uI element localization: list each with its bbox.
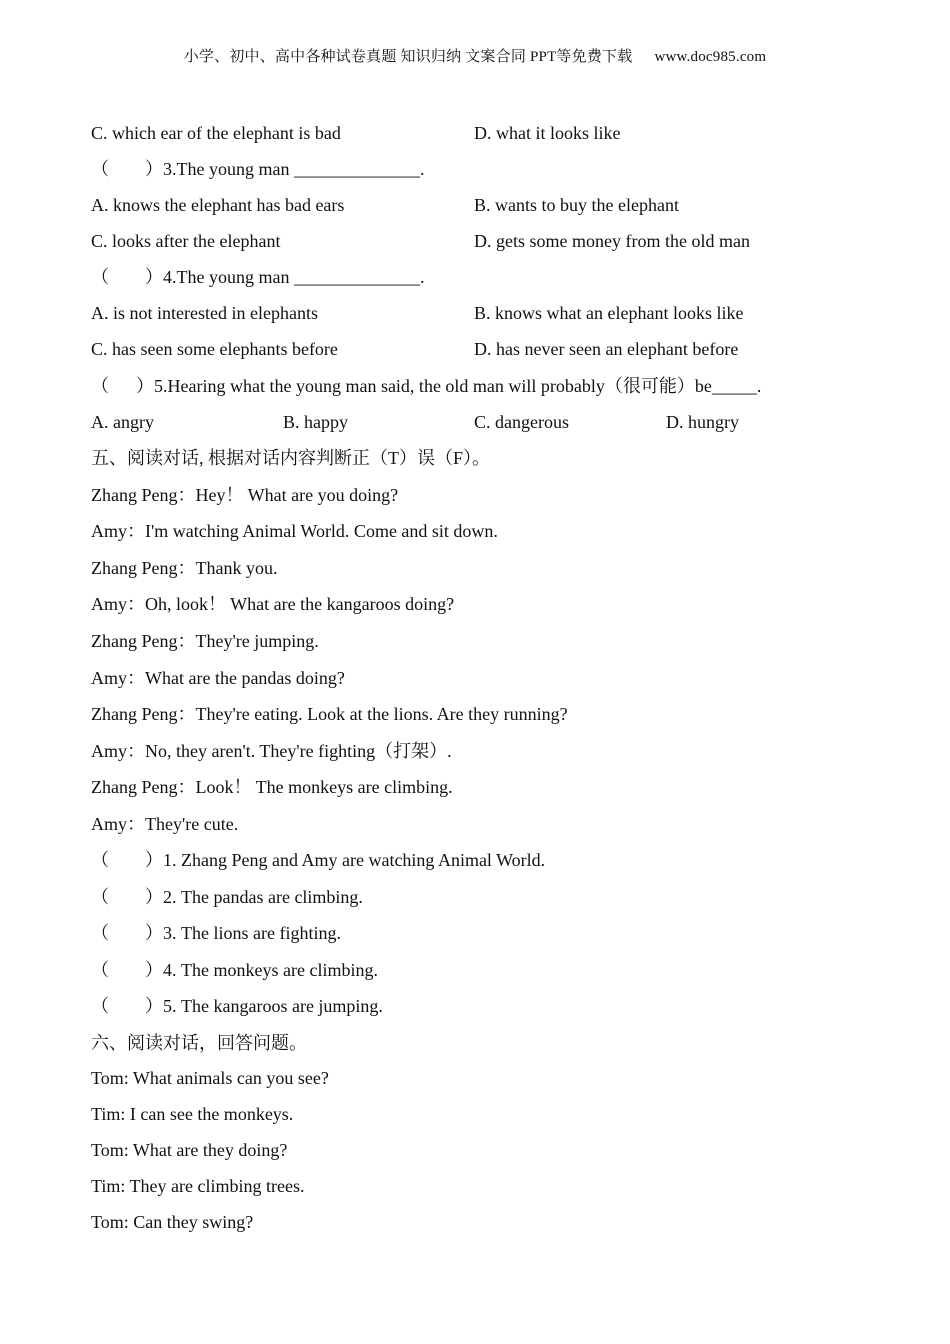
q3-option-c: C. looks after the elephant <box>91 231 281 251</box>
dialogue-line: Zhang Peng：They're jumping. <box>91 631 319 651</box>
tf-statement-4: （ ）4. The monkeys are climbing. <box>91 960 378 980</box>
dialogue-line: Tom: What are they doing? <box>91 1140 288 1160</box>
page-header <box>0 45 950 66</box>
dialogue-line: Amy：They're cute. <box>91 814 239 834</box>
q5-option-c: C. dangerous <box>474 412 569 432</box>
dialogue-line: Zhang Peng：Thank you. <box>91 558 278 578</box>
dialogue-line: Tim: I can see the monkeys. <box>91 1104 294 1124</box>
dialogue-line: Amy：I'm watching Animal World. Come and sit down. <box>91 521 498 541</box>
q3-option-a: A. knows the elephant has bad ears <box>91 195 345 215</box>
q5-option-d: D. hungry <box>666 412 739 432</box>
question-5-stem: （ ）5.Hearing what the young man said, the old man will probably（很可能）be_____. <box>91 376 762 396</box>
option-d: D. what it looks like <box>474 123 621 143</box>
dialogue-line: Amy：No, they aren't. They're fighting（打架）. <box>91 741 452 761</box>
q4-option-d: D. has never seen an elephant before <box>474 339 739 359</box>
tf-statement-1: （ ）1. Zhang Peng and Amy are watching Animal World. <box>91 850 546 870</box>
q4-option-c: C. has seen some elephants before <box>91 339 338 359</box>
section-5-title: 五、阅读对话, 根据对话内容判断正（T）误（F）。 <box>91 448 491 468</box>
q5-option-b: B. happy <box>283 412 348 432</box>
dialogue-line: Tim: They are climbing trees. <box>91 1176 305 1196</box>
q4-option-b: B. knows what an elephant looks like <box>474 303 744 323</box>
q4-option-a: A. is not interested in elephants <box>91 303 318 323</box>
header-text: 小学、初中、高中各种试卷真题 知识归纳 文案合同 PPT等免费下载 <box>183 49 633 65</box>
dialogue-line: Zhang Peng：They're eating. Look at the lions. Are they running? <box>91 704 568 724</box>
dialogue-line: Amy：What are the pandas doing? <box>91 668 345 688</box>
dialogue-line: Zhang Peng：Hey！ What are you doing? <box>91 485 399 505</box>
option-c: C. which ear of the elephant is bad <box>91 123 341 143</box>
question-3-stem: （ ）3.The young man ______________. <box>91 159 425 179</box>
header-site: www.doc985.com <box>654 49 767 65</box>
q3-option-d: D. gets some money from the old man <box>474 231 750 251</box>
tf-statement-3: （ ）3. The lions are fighting. <box>91 923 341 943</box>
dialogue-line: Tom: Can they swing? <box>91 1212 254 1232</box>
q3-option-b: B. wants to buy the elephant <box>474 195 679 215</box>
question-4-stem: （ ）4.The young man ______________. <box>91 267 425 287</box>
section-6-title: 六、阅读对话，回答问题。 <box>91 1033 307 1053</box>
dialogue-line: Amy：Oh, look！ What are the kangaroos doing? <box>91 594 455 614</box>
dialogue-line: Zhang Peng：Look！ The monkeys are climbing. <box>91 777 453 797</box>
dialogue-line: Tom: What animals can you see? <box>91 1068 329 1088</box>
tf-statement-5: （ ）5. The kangaroos are jumping. <box>91 996 383 1016</box>
tf-statement-2: （ ）2. The pandas are climbing. <box>91 887 363 907</box>
q5-option-a: A. angry <box>91 412 154 432</box>
